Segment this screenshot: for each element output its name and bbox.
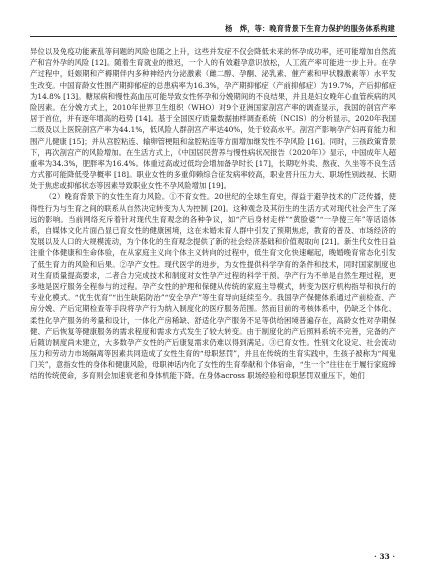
header-divider <box>30 36 397 37</box>
article-body <box>30 46 396 382</box>
running-title: 杨 烨，等：晚育背景下生育力保护的服务体系构建 <box>225 24 395 33</box>
running-header <box>0 0 427 44</box>
page-number: · 33 · <box>374 552 395 561</box>
paragraph: （2）晚育背景下的女性生育力风险。①不育女性。20世纪的全球生育史，得益于避孕技术的广泛传播，使得性行为与生育之间的联系从自然决定转变为人为控制 [20]。这种观念及其衍生的生活方式对现代社会产生了深远的影响。当前网络充斥着针对现代生育观念的各种争议，如“产后身材走样”“黄脸婆”“一孕傻三年”等话语体系，自媒体文化片面凸显已育女性的健康困境，这在未婚未育人群中引发了预期焦虑，教育的普及、市场经济的发展以及人口的大规模流动，为个体化的生育观念提供了新的社会经济基础和价值观取向 [21]。新生代女性日益注重个体健康和生命体验，在从家庭主义向个体主义转向的过程中，低生育文化快速崛起，晚婚晚育常态化引发了低生育力的风险和后果。②孕产女性。现代医学的进步，为女性提供科学孕育的条件和技术，同时国家制度也对生育质量提高要求，二者合力完成技术和制度对女性孕产过程的科学干预。孕产行为不单是自然生理过程，更多地是医疗服务全程参与的过程。孕产女性的护理和保健从传统的家庭主导模式，转变为医疗机构指导和执行的专业化模式。“优生优育”“出生缺陷防治”“安全孕产”等生育导向延续至今。我国孕产保健体系通过产前检查、产房分娩、产后定期检查等手段将孕产行为纳入制度化的医疗服务范围。然而目前的考核体系中，仍缺乏个体化、柔性化孕产服务的考量和设计，一体化产房稀缺、舒适化孕产服务不足等供给困境普遍存在，高龄女性对孕期保健、产后恢复等健康服务的需求程度和需求方式发生了较大转变。由于制度化的产后照料系统不完善，完备的产后随访制度尚未建立，大多数孕产女性的产后康复需求仍难以得到满足。③已育女性。性别文化设定、社会流动压力和劳动力市场隔离等因素共同造成了女性生育的“母职惩罚”，并且在传统的生育实践中，生孩子被称为“闯鬼门关”，意指女性的身体和健康风险，母职神话内化了女性的生育奉献和个体宿命，“生一个”往往在于履行家庭缔结的传统使命，多育则会加速衰老和身体机能下降。在身体across 职场经验和母职惩罚双重压下，她们 <box>30 192 396 381</box>
paragraph: 异位以及免疫功能紊乱等问题的风险也随之上升，这些并发症不仅会降低未来的怀孕成功率，还可能增加自然流产和宫外孕的风险 [12]。随着生育就业的推迟，一个人的有效避孕意识放松，人工流产率可能进一步上升。在孕产过程中，妊娠期和产褥期伴内多种神经内分泌激素（雌二醇、孕酮、泌乳素、催产素和甲状腺激素等）水平发生改变。中国育龄女性围产期抑郁症的总患病率为16.3%，孕产期抑郁症（产前抑郁症）为19.7%，产后抑郁症为14.8% [13]。糖尿病和慢性高血压可能导致女性怀孕和分娩期间的不良结果，并且是妇女晚年心血管疾病的风险因素。在分娩方式上，2010年世界卫生组织（WHO）对9个亚洲国家剖宫产率的调查显示，我国的剖宫产率居于首位，并有逐年增高的趋势 [14]。基于全国医疗质量数据抽样调查系统（NCIS）的分析显示，2020年我国二级及以上医院剖宫产率为44.1%，低风险人群剖宫产率达40%，处于较高水平。剖宫产影响孕产妇再育能力和围产儿健康 [15]；并从宫腔粘连、输卵管梗阻和盆腔粘连等方面增加继发性不孕风险 [16]。同时，三孩政策背景下，再次剖宫产的风险增加。在生活方式上，《中国居民营养与慢性病状况报告（2020年）》显示，中国成年人超重率为34.3%，肥胖率为16.4%。体重过高或过低均会增加备孕时长 [17]，长期吃外卖、熬夜、久坐等不良生活方式都可能降低受孕概率 [18]。职业女性的多重仰赖综合征发病率较高，职业晋升压力大、职场性别歧视、长期处于焦虑或抑郁状态等因素导致职业女性不孕风险增加 [19]。 <box>30 47 396 191</box>
